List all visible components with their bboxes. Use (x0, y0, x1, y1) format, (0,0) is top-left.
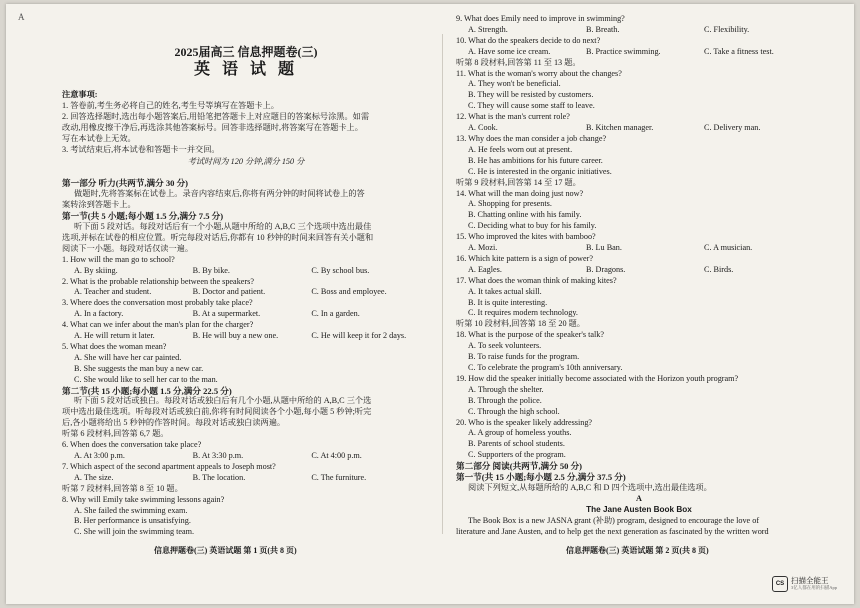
option: C. She will join the swimming team. (74, 527, 195, 537)
section2-intro: 项中选出最佳选项。听每段对话或独白前,你将有时间阅读各个小题,每小题 5 秒钟;听完 (62, 407, 372, 417)
option: A. She will have her car painted. (74, 352, 182, 362)
question-text: 12. What is the man's current role? (456, 112, 570, 122)
option: C. Boss and employee. (311, 287, 387, 297)
question (456, 112, 822, 134)
logo-subtext: 3亿人都在用的扫描App (791, 585, 837, 590)
passage-letter: A (636, 493, 642, 503)
passage-line: literature and Jane Austen, and to help get the next generation as fascinated by the written word (456, 526, 769, 536)
notice-item: 3. 考试结束后,将本试卷和答题卡一并交回。 (62, 144, 220, 154)
option: B. It is quite interesting. (468, 297, 548, 307)
notice-heading: 注意事项: (62, 90, 98, 99)
part1-intro: 案转涂到答题卡上。 (62, 200, 136, 210)
section1-heading: 第一节(共 5 小题;每小题 1.5 分,满分 7.5 分) (62, 211, 224, 222)
option-row (456, 265, 822, 276)
option: B. Lu Ban. (586, 243, 622, 253)
section1-intro: 选项,并标在试卷的相应位置。听完每段对话后,你都有 10 秒钟的时间来回答有关小题和 (62, 232, 374, 242)
question-text: 17. What does the woman think of making kites? (456, 275, 617, 285)
question-text: 18. What is the purpose of the speaker's talk? (456, 330, 604, 340)
question (456, 418, 822, 462)
option: A. They won't be beneficial. (468, 79, 561, 89)
question-text: 6. When does the conversation take place? (62, 440, 202, 450)
option: B. Breath. (586, 24, 620, 34)
option: C. It requires modern technology. (468, 308, 578, 318)
option-row (456, 243, 822, 254)
question (456, 330, 822, 374)
option: A. She failed the swimming exam. (74, 505, 188, 515)
option: A. The size. (74, 472, 114, 482)
notice-item: 写在本试卷上无效。 (62, 133, 136, 143)
exam-sheet (6, 4, 854, 604)
question (62, 495, 430, 539)
option: B. By bike. (192, 265, 230, 275)
option: B. The location. (192, 472, 246, 482)
right-page (456, 14, 822, 538)
option-row (62, 331, 430, 342)
question (62, 342, 430, 386)
option: B. They will be resisted by customers. (468, 90, 594, 100)
section1-intro: 听下面 5 段对话。每段对话后有一个小题,从题中所给的 A,B,C 三个选项中选出最佳 (74, 221, 372, 231)
option-row (62, 473, 430, 484)
question (456, 134, 822, 178)
option-row (456, 47, 822, 58)
question-text: 1. How will the man go to school? (62, 254, 175, 264)
option: B. He has ambitions for his future career. (468, 155, 603, 165)
option: C. Delivery man. (704, 123, 761, 133)
question (62, 462, 430, 484)
material-note: 听第 8 段材料,回答第 11 至 13 题。 (456, 57, 581, 67)
option: C. Through the high school. (468, 406, 560, 416)
option: C. At 4:00 p.m. (311, 451, 362, 460)
question-text: 16. Which kite pattern is a sign of power? (456, 253, 593, 263)
corner-mark: A (18, 12, 25, 22)
option: B. At 3:30 p.m. (192, 451, 244, 460)
option: A. Teacher and student. (74, 287, 152, 297)
scanner-logo (772, 576, 837, 592)
option: B. Practice swimming. (586, 46, 661, 56)
notice-item: 2. 回答选择题时,选出每小题答案后,用铅笔把答题卡上对应题目的答案标号涂黑。如需 (62, 111, 370, 121)
option: A. At 3:00 p.m. (74, 451, 125, 460)
option: C. By school bus. (311, 265, 370, 275)
section2-intro: 听下面 5 段对话或独白。每段对话或独白后有几个小题,从题中所给的 A,B,C 三个选 (74, 396, 372, 406)
exam-title: 2025届高三 信息押题卷(三) (174, 45, 318, 59)
question (456, 232, 822, 254)
question (456, 69, 822, 113)
part2-heading: 第二部分 阅读(共两节,满分 50 分) (456, 461, 583, 472)
option: B. He will buy a new one. (192, 331, 279, 341)
section2-heading: 第二节(共 15 小题;每小题 1.5 分,满分 22.5 分) (62, 385, 232, 396)
question-text: 13. Why does the man consider a job change? (456, 133, 607, 143)
option: A. It takes actual skill. (468, 286, 542, 296)
passage-line: The Book Box is a new JASNA grant (补助) program, designed to encourage the love of (468, 515, 760, 525)
question-text: 8. Why will Emily take swimming lessons again? (62, 494, 225, 504)
question (456, 189, 822, 233)
material-note: 听第 9 段材料,回答第 14 至 17 题。 (456, 177, 581, 187)
option: A. Strength. (468, 24, 508, 34)
logo-text: 扫描全能王 (791, 576, 829, 585)
option: B. To raise funds for the program. (468, 352, 580, 362)
option: A. Mozi. (468, 243, 498, 253)
question-text: 10. What do the speakers decide to do next? (456, 35, 601, 45)
option: A. By skiing. (74, 265, 118, 275)
option: B. Dragons. (586, 264, 626, 274)
option: A. Eagles. (468, 264, 502, 274)
question (456, 14, 822, 36)
option: A. To seek volunteers. (468, 341, 542, 351)
question (62, 277, 430, 299)
question (456, 36, 822, 58)
option: A. Cook. (468, 123, 498, 133)
option: C. Deciding what to buy for his family. (468, 221, 597, 231)
option: C. To celebrate the program's 10th anniversary. (468, 363, 623, 372)
option: C. Flexibility. (704, 24, 750, 34)
option-row (62, 287, 430, 298)
part1-intro: 做题时,先将答案标在试卷上。录音内容结束后,你将有两分钟的时间将试卷上的答 (74, 189, 365, 199)
question-text: 11. What is the woman's worry about the changes? (456, 68, 622, 78)
option: A. Shopping for presents. (468, 199, 552, 209)
material-note: 听第 7 段材料,回答第 8 至 10 题。 (62, 483, 183, 493)
option-row (62, 309, 430, 320)
option: C. They will cause some staff to leave. (468, 101, 595, 111)
question (62, 320, 430, 342)
question-text: 20. Who is the speaker likely addressing? (456, 417, 593, 427)
option: C. Supporters of the program. (468, 450, 566, 460)
passage-title: The Jane Austen Book Box (586, 504, 692, 514)
question-text: 2. What is the probable relationship between the speakers? (62, 276, 254, 286)
question-text: 7. Which aspect of the second apartment appeals to Joseph most? (62, 461, 276, 471)
option: C. The furniture. (311, 472, 367, 482)
notice-item: 1. 答卷前,考生务必将自己的姓名,考生号等填写在答题卡上。 (62, 100, 279, 110)
time-note: 考试时间为 120 分钟,满分 150 分 (187, 157, 305, 167)
option: A. He will return it later. (74, 331, 155, 341)
option: A. He feels worn out at present. (468, 144, 573, 154)
question-text: 14. What will the man doing just now? (456, 188, 584, 198)
part2-section1-heading: 第一节(共 15 小题;每小题 2.5 分,满分 37.5 分) (456, 472, 626, 483)
option-row (62, 451, 430, 462)
question (62, 440, 430, 462)
question (456, 374, 822, 418)
option: A. A group of homeless youths. (468, 428, 572, 438)
option: B. Through the police. (468, 395, 542, 405)
option: B. Chatting online with his family. (468, 210, 582, 220)
footer-left: 信息押题卷(三) 英语试题 第 1 页(共 8 页) (154, 546, 297, 555)
option: C. In a garden. (311, 309, 360, 319)
section1-intro: 阅读下一小题。每段对话仅读一遍。 (62, 243, 194, 253)
option: C. He will keep it for 2 days. (311, 331, 407, 341)
option: C. He is interested in the organic initiatives. (468, 166, 612, 176)
option: C. Birds. (704, 264, 734, 274)
notice-item: 改动,用橡皮擦干净后,再选涂其他答案标号。回答非选择题时,将答案写在答题卡上。 (62, 122, 363, 132)
option-row (456, 123, 822, 134)
option: A. In a factory. (74, 309, 124, 319)
camscanner-icon: CS (772, 576, 788, 592)
option: B. Kitchen manager. (586, 123, 654, 133)
option: B. She suggests the man buy a new car. (74, 363, 204, 373)
question (62, 298, 430, 320)
question (62, 255, 430, 277)
footer-right: 信息押题卷(三) 英语试题 第 2 页(共 8 页) (566, 546, 709, 555)
material-note: 听第 6 段材料,回答第 6,7 题。 (62, 429, 169, 439)
page-divider (442, 34, 443, 534)
option: B. Doctor and patient. (192, 287, 266, 297)
question-text: 4. What can we infer about the man's plan for the charger? (62, 320, 254, 330)
option: C. A musician. (704, 243, 753, 253)
option: B. Parents of school students. (468, 439, 565, 449)
left-page (62, 38, 430, 538)
section2-intro: 后,各小题将给出 5 秒钟的作答时间。每段对话或独白读两遍。 (62, 418, 286, 428)
option-row (456, 25, 822, 36)
option: A. Through the shelter. (468, 384, 544, 394)
option: C. Take a fitness test. (704, 46, 774, 56)
question-text: 15. Who improved the kites with bamboo? (456, 232, 596, 242)
exam-subject: 英 语 试 题 (193, 61, 298, 78)
question-text: 19. How did the speaker initially become associated with the Horizon youth program? (456, 373, 739, 383)
part1-heading: 第一部分 听力(共两节,满分 30 分) (62, 178, 189, 189)
material-note: 听第 10 段材料,回答第 18 至 20 题。 (456, 319, 585, 329)
part2-intro: 阅读下列短文,从每题所给的 A,B,C 和 D 四个选项中,选出最佳选项。 (468, 482, 712, 492)
option: B. At a supermarket. (192, 309, 261, 319)
option: A. Have some ice cream. (468, 46, 551, 56)
question-text: 3. Where does the conversation most probably take place? (62, 298, 253, 308)
question-text: 9. What does Emily need to improve in swimming? (456, 14, 625, 23)
option: B. Her performance is unsatisfying. (74, 516, 191, 526)
question (456, 276, 822, 320)
option: C. She would like to sell her car to the man. (74, 374, 218, 384)
question-text: 5. What does the woman mean? (62, 341, 167, 351)
question (456, 254, 822, 276)
option-row (62, 266, 430, 277)
